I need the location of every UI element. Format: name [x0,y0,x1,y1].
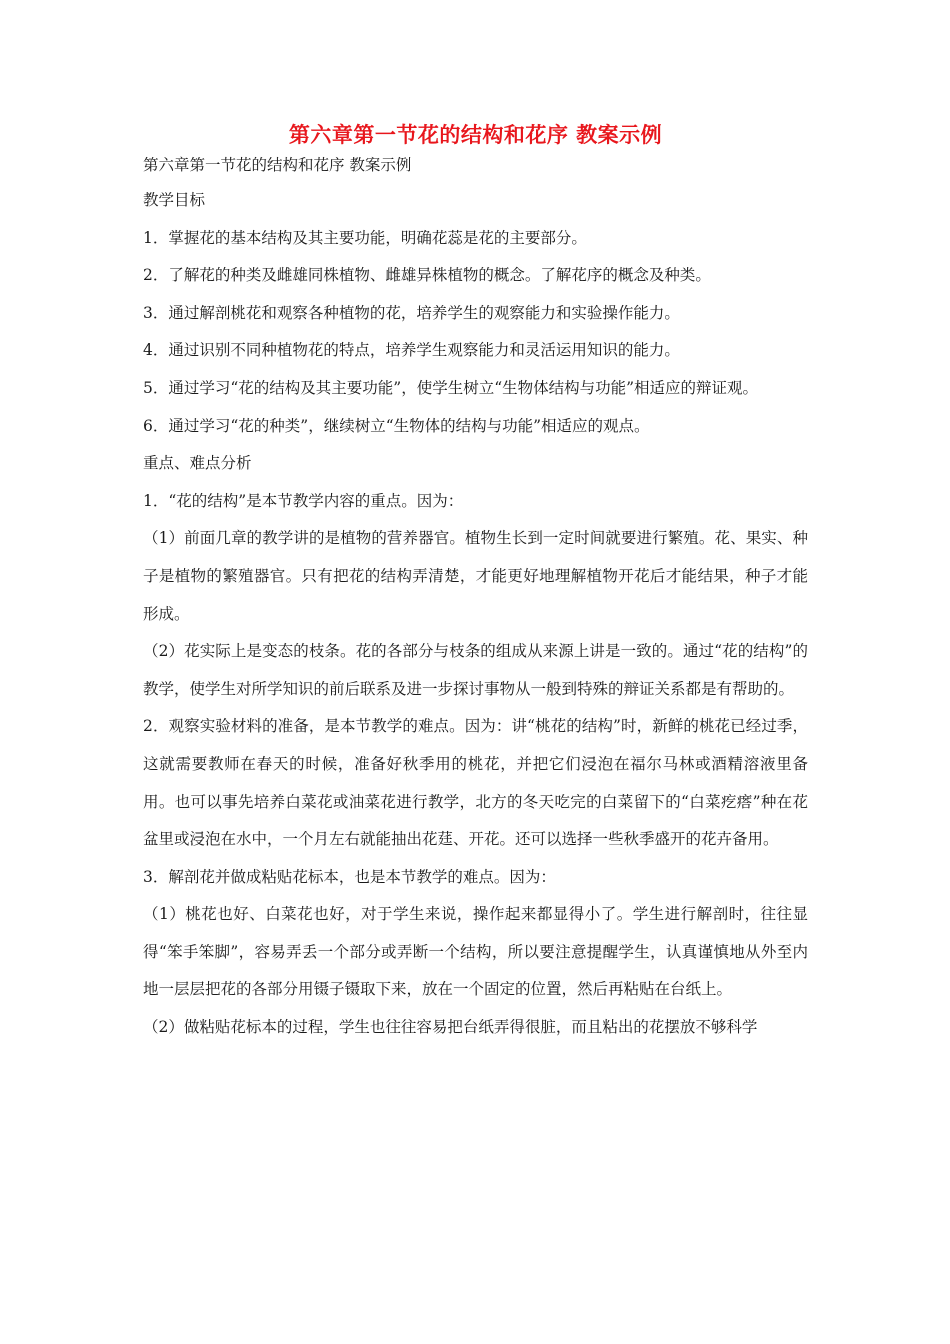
objective-item: 4．通过识别不同种植物花的特点，培养学生观察能力和灵活运用知识的能力。 [143,341,680,360]
analysis-subitem: （2）做粘贴花标本的过程，学生也往往容易把台纸弄得很脏，而且粘出的花摆放不够科学 [143,1018,758,1037]
objective-item: 6．通过学习“花的种类”，继续树立“生物体的结构与功能”相适应的观点。 [143,416,650,435]
document-title: 第六章第一节花的结构和花序 教案示例 [288,122,663,147]
objective-item: 2．了解花的种类及雌雄同株植物、雌雄异株植物的概念。了解花序的概念及种类。 [143,266,711,285]
objective-item: 3．通过解剖桃花和观察各种植物的花，培养学生的观察能力和实验操作能力。 [143,303,680,322]
section-heading-analysis: 重点、难点分析 [143,454,252,473]
objective-item: 5．通过学习“花的结构及其主要功能”，使学生树立“生物体结构与功能”相适应的辩证观。 [143,378,759,397]
analysis-item: 1．“花的结构”是本节教学内容的重点。因为： [143,491,464,510]
analysis-item: 2．观察实验材料的准备，是本节教学的难点。因为：讲“桃花的结构”时，新鲜的桃花已经过季，这就需要教师在春天的时候，准备好秋季用的桃花，并把它们浸泡在福尔马林或酒精溶液里备用。也可以事先培养白菜花或油菜花进行教学，北方的冬天吃完的白菜留下的“白菜疙瘩”种在花盆里或浸泡在水中，一个月左右就能抽出花莛、开花。还可以选择一些秋季盛开的花卉备用。 [143,717,808,849]
document-page [143,118,808,1047]
objective-item: 1．掌握花的基本结构及其主要功能，明确花蕊是花的主要部分。 [143,228,587,247]
analysis-subitem: （2）花实际上是变态的枝条。花的各部分与枝条的组成从来源上讲是一致的。通过“花的结构”的教学，使学生对所学知识的前后联系及进一步探讨事物从一般到特殊的辩证关系都是有帮助的。 [143,642,808,698]
analysis-subitem: （1）前面几章的教学讲的是植物的营养器官。植物生长到一定时间就要进行繁殖。花、果实、种子是植物的繁殖器官。只有把花的结构弄清楚，才能更好地理解植物开花后才能结果，种子才能形成。 [143,529,808,623]
analysis-item: 3．解剖花并做成粘贴花标本，也是本节教学的难点。因为： [143,867,556,886]
subtitle-paragraph: 第六章第一节花的结构和花序 教案示例 [143,156,412,174]
analysis-subitem: （1）桃花也好、白菜花也好，对于学生来说，操作起来都显得小了。学生进行解剖时，往往显得“笨手笨脚”，容易弄丢一个部分或弄断一个结构，所以要注意提醒学生，认真谨慎地从外至内地一层层把花的各部分用镊子镊取下来，放在一个固定的位置，然后再粘贴在台纸上。 [143,905,808,999]
section-heading-objectives: 教学目标 [143,191,206,209]
